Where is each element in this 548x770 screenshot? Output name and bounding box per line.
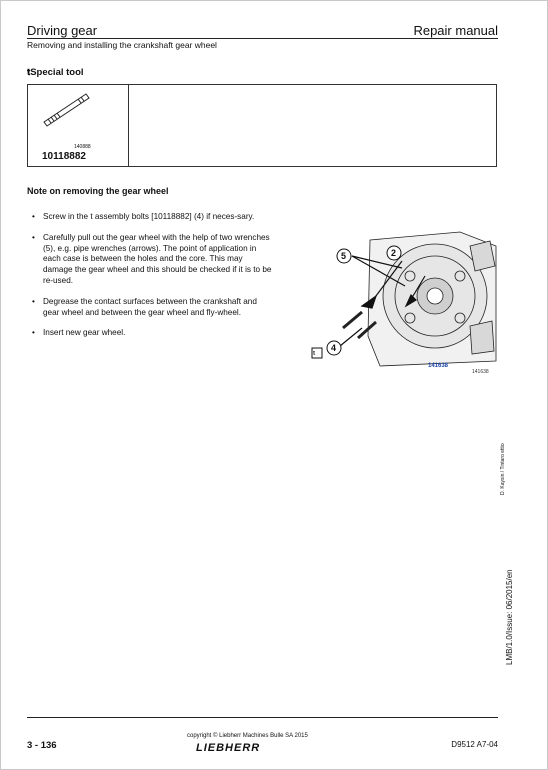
special-tool-box	[27, 84, 497, 167]
tool-symbol-icon: 𝐭	[27, 67, 31, 78]
callout-2: 2	[391, 248, 397, 258]
tool-image-ref: 140888	[74, 144, 91, 150]
header-subtitle: Removing and installing the crankshaft gear wheel	[27, 40, 217, 50]
assembly-bolt-tool-icon	[36, 88, 96, 130]
list-item	[32, 297, 272, 319]
bullet-text: Degrease the contact surfaces between the crankshaft and gear wheel and between the gear wheel and fly-wheel.	[43, 296, 257, 317]
header-section: Driving gear	[27, 23, 98, 38]
bullet-text: Carefully pull out the gear wheel with the help of two wrenches (5), e.g. pipe wrenches (arrows). The point of application in each case is between the holes and the core. This may damage the gear wheel and this should be checked if it is to be re-used.	[43, 232, 272, 285]
figure-id-grey: 141638	[472, 369, 489, 375]
callout-5: 5	[341, 251, 347, 261]
gear-wheel-figure	[310, 226, 498, 376]
figure-id-blue: 141638	[428, 363, 449, 369]
liebherr-logo: LIEBHERR	[196, 742, 261, 754]
bullet-dot: •	[32, 212, 35, 221]
side-issue-text: LMB/1.0/Issue: 06/2015/en	[505, 569, 514, 665]
special-tool-heading-text: Special tool	[30, 67, 84, 78]
list-item	[32, 233, 272, 287]
bullet-dot: •	[32, 232, 35, 242]
note-title: Note on removing the gear wheel	[27, 186, 169, 196]
list-item	[32, 212, 272, 223]
note-bullet-list	[32, 212, 272, 349]
header-manual: Repair manual	[413, 23, 498, 38]
callout-4: 4	[331, 343, 337, 353]
bullet-text: Screw in the t assembly bolts [10118882] (4) if neces-sary.	[43, 212, 255, 221]
special-tool-heading	[27, 67, 84, 78]
special-tool-divider	[128, 84, 129, 167]
side-author-text: D. Kaysin / Tintaro ettio	[500, 443, 506, 495]
page-number: 3 - 136	[27, 740, 57, 751]
header-rule	[27, 38, 498, 39]
tool-part-number: 10118882	[42, 151, 86, 162]
bullet-dot: •	[32, 328, 35, 338]
document-id: D9512 A7-04	[451, 740, 498, 749]
list-item	[32, 328, 272, 339]
bullet-dot: •	[32, 296, 35, 306]
bullet-text: Insert new gear wheel.	[43, 328, 126, 338]
copyright-text: copyright © Liebherr Machines Bulle SA 2015	[187, 733, 308, 739]
tool-reference-icon: 𝐭	[313, 351, 316, 357]
footer-rule	[27, 717, 498, 718]
